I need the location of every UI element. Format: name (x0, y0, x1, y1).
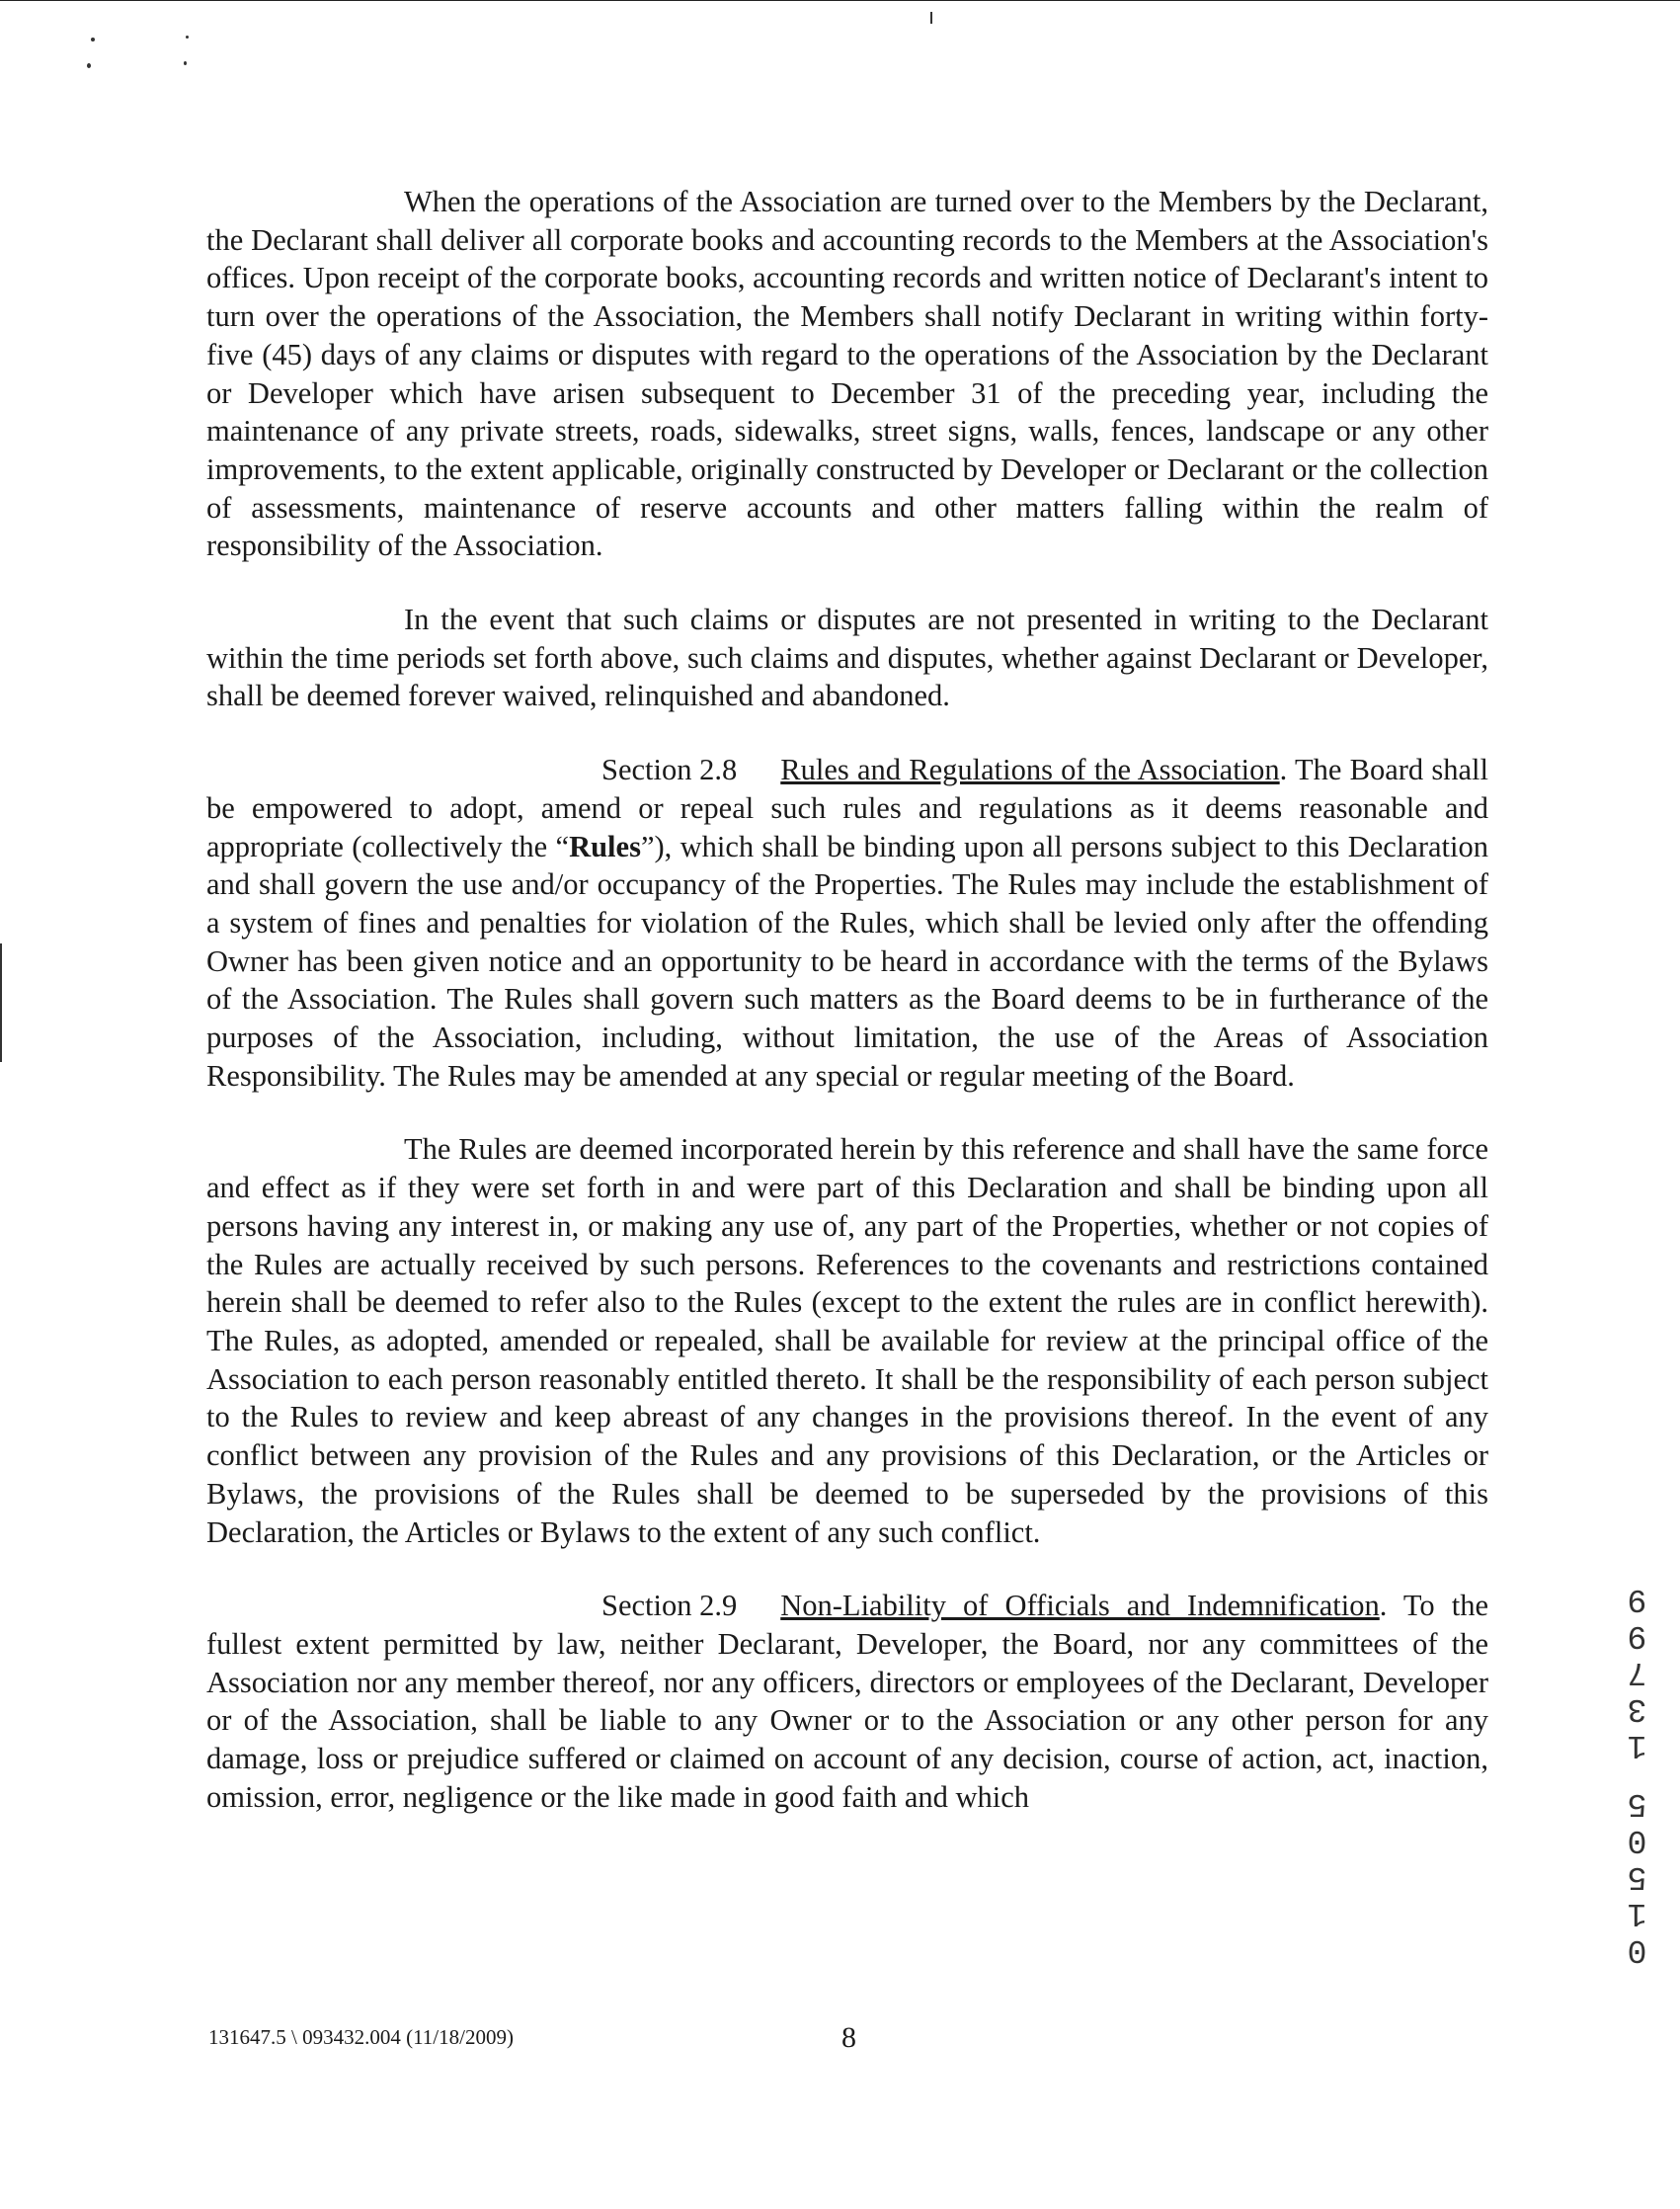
paragraph-turnover: When the operations of the Association are turned over to the Members by the Declarant, the Declarant shall deliver all corporate books and accounting records to the Members at the Association's offices. Upon receipt of the corporate books, accounting records and written notice of Declarant's intent to turn over the operations of the Association, the Members shall notify Declarant in writing within forty-five (45) days of any claims or disputes with regard to the operations of the Association by the Declarant or Developer which have arisen subsequent to December 31 of the preceding year, including the maintenance of any private streets, roads, sidewalks, street signs, walls, fences, landscape or any other improvements, to the extent applicable, originally constructed by Developer or Declarant or the collection of assessments, maintenance of reserve accounts and other matters falling within the realm of responsibility of the Association. (206, 185, 1488, 563)
section-text: . The Board shall be empowered to adopt, amend or repeal such rules and regulations as it deems reasonable and appropriate (collectively the “ (206, 753, 1488, 863)
scan-speck (87, 63, 91, 68)
section-heading: Non-Liability of Officials and Indemnification (780, 1589, 1380, 1623)
section-heading: Rules and Regulations of the Association (780, 753, 1280, 787)
scan-speck (184, 61, 187, 65)
section-number: Section 2.8 (601, 753, 738, 787)
top-edge-line (0, 0, 1680, 1)
recording-stamp (1612, 1581, 1655, 1968)
recording-stamp-line: 01505 (1619, 1785, 1655, 1968)
page-number: 8 (841, 2021, 856, 2054)
scan-speck (91, 38, 95, 41)
scan-speck (186, 36, 189, 39)
section-number: Section 2.9 (601, 1589, 738, 1623)
document-body (206, 183, 1488, 1851)
paragraph-claims-waived: In the event that such claims or disputes are not presented in writing to the Declarant within the time periods set forth above, such claims and disputes, whether against Declarant or Developer, shall be deemed forever waived, relinquished and abandoned. (206, 603, 1488, 713)
section-text: ”), which shall be binding upon all persons subject to this Declaration and shall govern the use and/or occupancy of the Properties. The Rules may include the establishment of a system of fines and penalties for violation of the Rules, which shall be levied only after the offending Owner has been given notice and an opportunity to be heard in accordance with the terms of the Bylaws of the Association. The Rules shall govern such matters as the Board deems to be in furtherance of the purposes of the Association, including, without limitation, the use of the Areas of Association Responsibility. The Rules may be amended at any special or regular meeting of the Board. (206, 829, 1488, 1093)
document-id: 131647.5 \ 093432.004 (11/18/2009) (208, 2025, 514, 2049)
scan-speck (930, 12, 932, 24)
recording-stamp-line: 13799 (1619, 1581, 1655, 1763)
section-2-8 (206, 751, 1488, 1095)
defined-term: Rules (569, 829, 641, 863)
section-2-9 (206, 1587, 1488, 1816)
paragraph-rules-incorporated: The Rules are deemed incorporated herein by this reference and shall have the same force and effect as if they were set forth in and were part of this Declaration and shall be binding upon all persons having any interest in, or making any use of, any part of the Properties, whether or not copies of the Rules are actually received by such persons. References to the covenants and restrictions contained herein shall be deemed to refer also to the Rules (except to the extent the rules are in conflict herewith). The Rules, as adopted, amended or repealed, shall be available for review at the principal office of the Association to each person reasonably entitled thereto. It shall be the responsibility of each person subject to the Rules to review and keep abreast of any changes in the provisions thereof. In the event of any conflict between any provision of the Rules and any provisions of this Declaration, or the Articles or Bylaws, the provisions of the Rules shall be deemed to be superseded by the provisions of this Declaration, the Articles or Bylaws to the extent of any such conflict. (206, 1132, 1488, 1549)
section-text: . To the fullest extent permitted by law, neither Declarant, Developer, the Board, nor any committees of the Association nor any member thereof, nor any officers, directors or employees of the Declarant, Developer or of the Association, shall be liable to any Owner or to the Association or any other person for any damage, loss or prejudice suffered or claimed on account of any decision, course of action, act, inaction, omission, error, negligence or the like made in good faith and which (206, 1589, 1488, 1814)
scan-edge-mark (0, 943, 2, 1062)
